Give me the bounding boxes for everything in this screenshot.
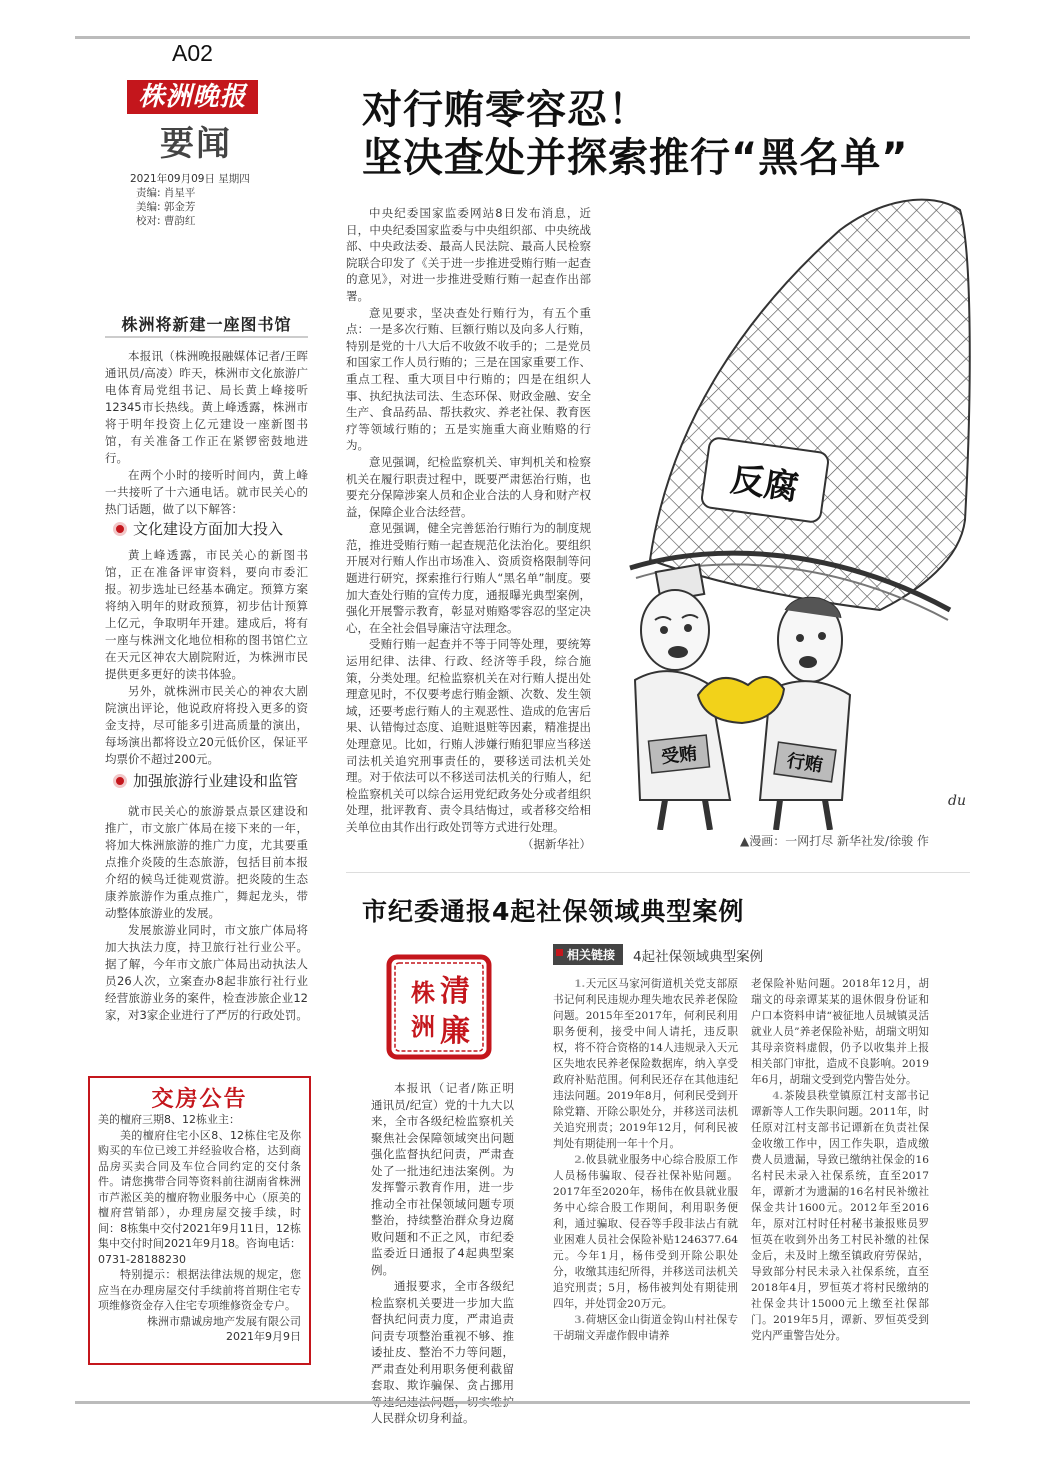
subheading-text: 文化建设方面加大投入 xyxy=(133,520,284,538)
paragraph: 意见强调，健全完善惩治行贿行为的制度规范，推进受贿行贿一起查规范化法治化。要组织开展对行贿人作出市场准入、资质资格限制等问题进行研究，探索推行行贿人“黑名单”制度。要加大查处行贿的宣传力度，通报曝光典型案例，强化开展警示教育，彰显对贿赂零容忍的坚定决心，在全社会倡导廉洁守法理念。 xyxy=(346,521,591,635)
net-shape xyxy=(650,200,970,610)
title-rule xyxy=(105,336,308,338)
paragraph: 通报要求，全市各级纪检监察机关要进一步加大监督执纪问责力度，严肃追责问责专项整治重视不够、推诿扯皮、整治不力等问题，严肃查处利用职务便利截留套取、欺诈骗保、贪占挪用 人民群众切身利益。 xyxy=(371,1279,514,1425)
cases-column-1 xyxy=(553,976,738,1344)
related-link-header xyxy=(553,944,763,965)
notice-addressee: 美的檀府三期8、12栋业主： xyxy=(98,1113,240,1126)
subheading-tourism xyxy=(113,770,298,791)
headline-line-2: 坚决查处并探索推行“黑名单” xyxy=(362,135,909,181)
figure-label-right: 行贿 xyxy=(785,750,825,777)
bullet-icon xyxy=(113,774,127,788)
page-number: A02 xyxy=(172,40,213,66)
case-paragraph: 2.攸县就业服务中心综合股原工作人员杨伟骗取、侵吞社保补贴问题。2017年至2020年，杨伟在攸县就业服务中心综合股工作期间，利用职务便利，通过骗取、侵吞等手段非法占有就业困难人员社会保险补贴1246377.64元。今年1月，杨伟受到开除公职处分，收缴其违纪所得，并移送司法机关追究刑责；5月，杨伟被判处有期徒刑四年，并处罚金20万元。 xyxy=(553,1154,738,1310)
notice-body xyxy=(98,1112,301,1345)
notice-date: 2021年9月9日 xyxy=(226,1330,301,1343)
main-headline xyxy=(362,86,909,182)
anti-corruption-cartoon xyxy=(580,190,975,830)
bottom-rule xyxy=(75,1401,970,1404)
second-article-body xyxy=(371,1080,514,1427)
section-name: 要闻 xyxy=(160,124,232,164)
paragraph: 美的檀府住宅小区8、12栋住宅及你购买的车位已竣工并经验收合格，达到商品房买卖合同及车位合同约定的交付条件。请您携带合同等资料前往湖南省株洲市芦淞区美的檀府物业服务中心（原美的檀府营销部），办理房屋交接手续，时间：8栋集中交付2021年9月11日，12栋集中交付时间2021年9月18。咨询电话：0731-28188230 xyxy=(98,1128,301,1266)
designer: 美编: 郭金芳 xyxy=(136,201,196,213)
left-article-intro xyxy=(105,348,308,518)
paragraph: 就市民关心的旅游景点景区建设和推广，市文旅广体局在接下来的一年，将加大株洲旅游的推广力度，尤其要重点推介炎陵的生态旅游，包括目前本报介绍的候鸟迁徙观赏游。把炎陵的生态康养旅游作为重点推广，舞起龙头，带动整体旅游业的发展。 xyxy=(105,804,308,920)
editor: 责编: 肖星平 xyxy=(136,187,196,199)
related-link-title: 4起社保领域典型案例 xyxy=(633,948,764,965)
paragraph: 发展旅游业同时，市文旅广体局将加大执法力度，持卫旅行社行业公平。据了解，今年市文旅广体局出动执法人员26人次，立案查办8起非旅行社行业经营旅游业务的案件，检查涉旅企业12家，对3家企业进行了严厉的行政处罚。 xyxy=(105,923,308,1022)
masthead-logo: 株洲晚报 xyxy=(127,80,258,114)
left-article-section-2 xyxy=(105,803,308,1024)
cartoon-caption: ▲漫画：一网打尽 新华社发/徐骏 作 xyxy=(740,834,929,848)
artist-signature: du xyxy=(948,793,966,809)
case-paragraph: 老保险补贴问题。2018年12月，胡瑞文的母亲谭某某的退休假身份证和户口本资料申请“被征地人员城镇灵活就业人员”养老保险补贴，胡瑞文明知其母亲资料虚假，仍予以收集并上报相关部门审批，造成不良影响。2019年6月，胡瑞文受到党内警告处分。 xyxy=(751,978,929,1086)
left-article-title: 株洲将新建一座图书馆 xyxy=(121,315,292,334)
paragraph: 本报讯（株洲晚报融媒体记者/王晖 通讯员/高凌）昨天，株洲市文化旅游广电体育局党组书记、局长黄上峰接听12345市长热线。黄上峰透露，株洲市将于明年投资上亿元建设一座新图书馆，有关准备工作正在紧锣密鼓地进行。 xyxy=(105,349,308,465)
notice-title: 交房公告 xyxy=(151,1087,248,1112)
paragraph: 本报讯（记者/陈正明 通讯员/纪宣）党的十九大以来，全市各级纪检监察机关聚焦社会保障领域突出问题强化监督执纪问责，严肃查处了一批违纪违法案例。为发挥警示教育作用，进一步推动全市社保领域问题专项整治，持续整治群众身边腐败问题和不正之风，市纪委监委近日通报了4起典型案例。 xyxy=(371,1081,514,1277)
bullet-icon xyxy=(113,522,127,536)
seal-char: 株 xyxy=(411,978,435,1007)
paragraph: 中央纪委国家监委网站8日发布消息，近日，中央纪委国家监委与中央组织部、中央统战部、中央政法委、最高人民法院、最高人民检察院联合印发了《关于进一步推进受贿行贿一起查的意见》，对进一步推进受贿行贿一起查作出部署。 xyxy=(346,206,591,303)
paragraph: 意见强调，纪检监察机关、审判机关和检察机关在履行职责过程中，既要严肃惩治行贿，也要充分保障涉案人员和企业合法的人身和财产权益，保障企业合法经营。 xyxy=(346,454,591,519)
section-divider xyxy=(346,872,970,873)
subheading-culture xyxy=(113,518,283,539)
top-rule xyxy=(75,36,970,39)
issue-meta xyxy=(130,172,250,228)
paragraph: 黄上峰透露，市民关心的新图书馆，正在准备评审资料，要向市委汇报。初步选址已经基本确定。预算方案将纳入明年的财政预算，初步估计预算上亿元，争取明年开建。建成后，将有一座与株洲文化地位相称的图书馆伫立在天元区神农大剧院附近，为株洲市民提供更多更好的读书体验。 xyxy=(105,548,308,681)
cases-column-2 xyxy=(751,976,929,1344)
paragraph: 在两个小时的接听时间内，黄上峰一共接听了十六通电话。就市民关心的热门话题，做了以下解答： xyxy=(105,468,308,516)
article-source: （据新华社） xyxy=(522,836,591,851)
net-label: 反腐 xyxy=(727,459,801,509)
seal-char: 洲 xyxy=(411,1012,435,1041)
figure-label-left: 受贿 xyxy=(660,743,699,768)
case-paragraph: 1.天元区马家河街道机关党支部原书记何利民违规办理失地农民养老保险问题。2015年至2017年，何利民利用职务便利，接受中间人请托，违反职权，将不符合资格的14人违规录入天元区失地农民养老保险数据库，纳入享受政府补贴范围。何利民还存在其他违纪违法问题。2019年8月，何利民受到开除党籍、开除公职处分，并移送司法机关追究刑责；2019年12月，何利民被判处有期徒刑一年十个月。 xyxy=(553,978,738,1150)
seal-char: 清 xyxy=(440,974,470,1009)
clean-zhuzhou-seal-logo xyxy=(383,953,495,1063)
left-article-section-1 xyxy=(105,547,308,768)
briber-figure xyxy=(760,597,850,830)
headline-line-1: 对行贿零容忍！ xyxy=(362,87,649,133)
issue-date: 2021年09月09日 星期四 xyxy=(130,173,250,185)
main-article-body xyxy=(346,205,591,852)
paragraph: 意见要求，坚决查处行贿行为，有五个重点：一是多次行贿、巨额行贿以及向多人行贿，特别是党的十八大后不收敛不收手的；二是党员和国家工作人员行贿的；三是在国家重要工作、重点工程、重大项目中行贿的；四是在组织人事、执纪执法司法、生态环保、财政金融、安全生产、食品药品、帮扶救灾、养老社保、教育医疗等领域行贿的；五是实施重大商业贿赂的行为。 xyxy=(346,305,591,453)
paragraph: 特别提示：根据法律法规的规定，您应当在办理房屋交付手续前将首期住宅专项维修资金存入住宅专项维修资金专户。 xyxy=(98,1268,301,1312)
case-paragraph: 3.荷塘区金山街道金钩山村社保专干胡瑞文弄虚作假申请养 xyxy=(553,1314,738,1342)
notice-signer: 株洲市鼎诚房地产发展有限公司 xyxy=(147,1314,301,1328)
subheading-text: 加强旅游行业建设和监管 xyxy=(133,772,299,790)
paragraph: 受贿行贿一起查并不等于同等处理，要统筹运用纪律、法律、行政、经济等手段，综合施策，分类处理。纪检监察机关在对行贿人提出处理意见时，不仅要考虑行贿金额、次数、发生领域，还要考虑行贿人的主观恶性、造成的危害后果、认错悔过态度、追赃退赃等因素，精准提出处理意见。比如，行贿人涉嫌行贿犯罪应当移送司法机关追究刑事责任的，要移送司法机关处理。对于依法可以不移送司法机关的行贿人，纪检监察机关可以综合运用党纪政务处分或者组织处理，批评教育、责令具结悔过，或者移交给相关单位由其作出行政处罚等方式进行处理。 xyxy=(346,637,591,834)
second-article-title: 市纪委通报4起社保领域典型案例 xyxy=(362,897,745,926)
housing-notice-box xyxy=(88,1076,311,1365)
paragraph: 另外，就株洲市民关心的神农大剧院演出评论，他说政府将投入更多的资金支持，尽可能多引进高质量的演出，每场演出都将设立20元低价区，保证平均票价不超过200元。 xyxy=(105,684,308,766)
seal-char: 廉 xyxy=(440,1014,470,1049)
case-paragraph: 4.茶陵县秩堂镇原江村支部书记谭新等人工作失职问题。2011年，时任原对江村支部书记谭新在负责社保金收缴工作中，因工作失职，造成缴费人员遗漏，导致已缴纳社保金的16名村民未录入社保系统，直至2017年，谭新才为遗漏的16名村民补缴社保金共计1600元。2012年至2016年，原对江村时任村秘书兼报账员罗恒英在收到外出务工村民补缴的社保金后，未及时上缴至镇政府劳保站，导致部分村民未录入社保系统，直至2018年4月，罗恒英才将村民缴纳的社保金共计15000元上缴至社保部门。2019年5月，谭新、罗恒英受到党内严重警告处分。 xyxy=(751,1090,929,1342)
proofreader: 校对: 曹韵红 xyxy=(136,215,196,227)
related-link-badge: 相关链接 xyxy=(553,944,623,965)
